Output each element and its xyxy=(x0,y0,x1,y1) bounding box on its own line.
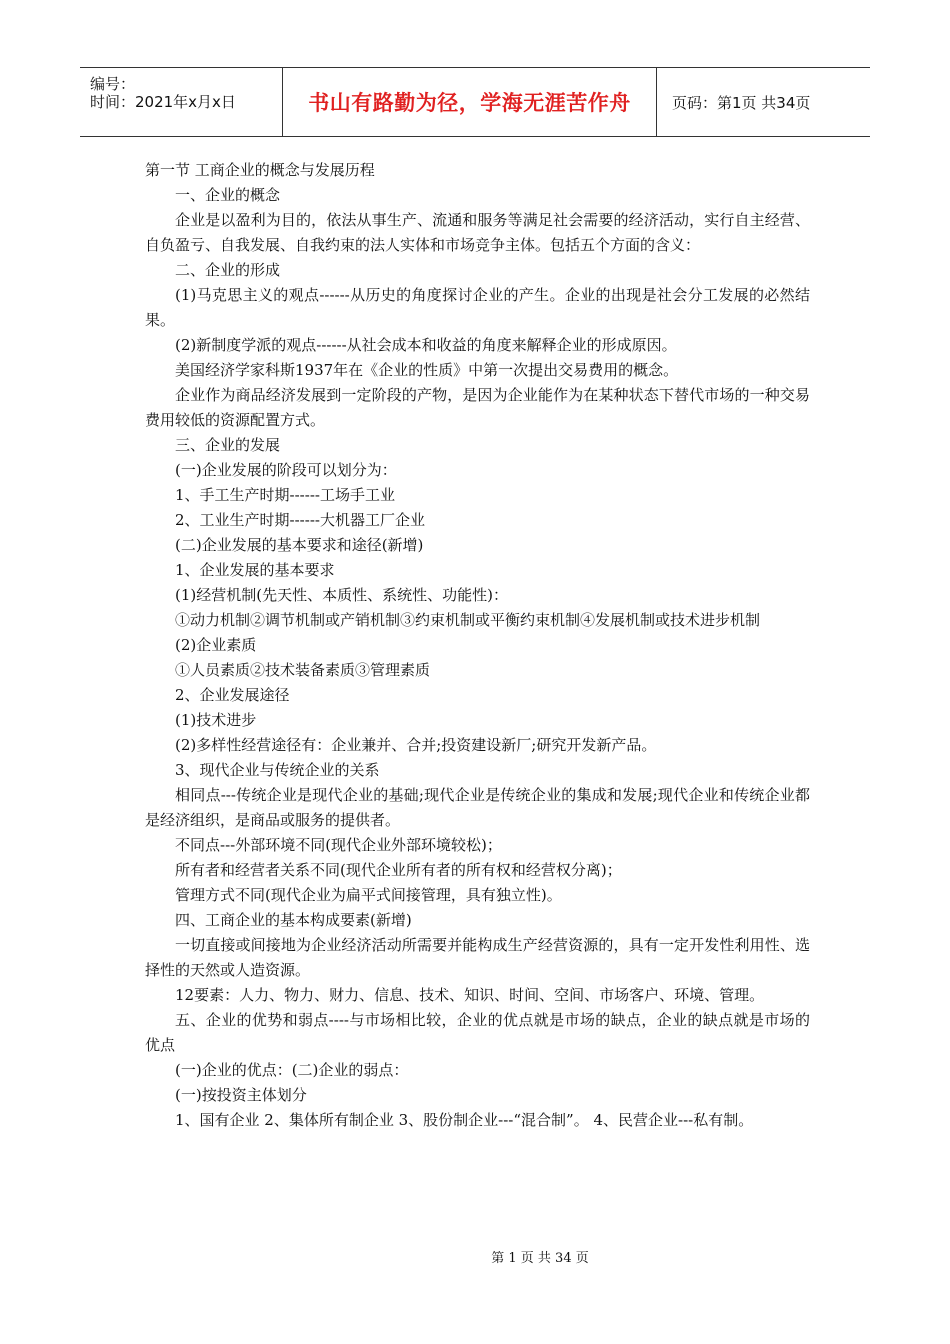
paragraph: 五、企业的优势和弱点----与市场相比较，企业的优点就是市场的缺点，企业的缺点就是市场的优点 xyxy=(145,1011,810,1054)
paragraph: 不同点---外部环境不同(现代企业外部环境较松)； xyxy=(175,836,502,854)
document-body xyxy=(145,158,810,1133)
paragraph: 1、国有企业 2、集体所有制企业 3、股份制企业---“混合制”。 4、民营企业---私有制。 xyxy=(175,1111,754,1129)
heading: 一、企业的概念 xyxy=(175,186,281,204)
section-title: 第一节 工商企业的概念与发展历程 xyxy=(145,161,375,179)
paragraph: (1)经营机制(先天性、本质性、系统性、功能性)： xyxy=(175,586,508,604)
footer-page-number: 第 1 页 共 34 页 xyxy=(491,1251,589,1266)
paragraph: 2、工业生产时期------大机器工厂企业 xyxy=(175,511,425,529)
paragraph: 12要素：人力、物力、财力、信息、技术、知识、时间、空间、市场客户、环境、管理。 xyxy=(175,986,765,1004)
paragraph: 美国经济学家科斯1937年在《企业的性质》中第一次提出交易费用的概念。 xyxy=(175,361,679,379)
header-date-label: 时间：2021年x月x日 xyxy=(90,93,236,111)
header-meta xyxy=(80,68,282,136)
page-footer xyxy=(0,1247,950,1266)
paragraph: 所有者和经营者关系不同(现代企业所有者的所有权和经营权分离)； xyxy=(175,861,622,879)
document-header xyxy=(80,67,870,137)
paragraph: (2)企业素质 xyxy=(175,636,257,654)
header-motto: 书山有路勤为径，学海无涯苦作舟 xyxy=(308,91,631,115)
paragraph: 相同点---传统企业是现代企业的基础;现代企业是传统企业的集成和发展;现代企业和传统企业都是经济组织，是商品或服务的提供者。 xyxy=(145,786,810,829)
paragraph: (一)企业的优点：(二)企业的弱点： xyxy=(175,1061,409,1079)
paragraph: (二)企业发展的基本要求和途径(新增) xyxy=(175,536,424,554)
header-divider xyxy=(656,68,657,136)
heading: 四、工商企业的基本构成要素(新增) xyxy=(175,911,412,929)
heading: 三、企业的发展 xyxy=(175,436,281,454)
paragraph: (一)企业发展的阶段可以划分为： xyxy=(175,461,397,479)
paragraph: (1)马克思主义的观点------从历史的角度探讨企业的产生。企业的出现是社会分工发展的必然结果。 xyxy=(145,286,810,329)
heading: 二、企业的形成 xyxy=(175,261,281,279)
paragraph: 2、企业发展途径 xyxy=(175,686,290,704)
paragraph: ①人员素质②技术装备素质③管理素质 xyxy=(175,661,431,679)
paragraph: 企业作为商品经济发展到一定阶段的产物，是因为企业能作为在某种状态下替代市场的一种交易费用较低的资源配置方式。 xyxy=(145,386,810,429)
paragraph: 1、企业发展的基本要求 xyxy=(175,561,335,579)
header-number-label: 编号： xyxy=(90,75,136,93)
header-page-info-text: 页码：第1页 共34页 xyxy=(672,93,811,112)
paragraph: 3、现代企业与传统企业的关系 xyxy=(175,761,380,779)
paragraph: (1)技术进步 xyxy=(175,711,257,729)
header-page-info xyxy=(664,68,870,136)
paragraph: ①动力机制②调节机制或产销机制③约束机制或平衡约束机制④发展机制或技术进步机制 xyxy=(175,611,761,629)
paragraph: 1、手工生产时期------工场手工业 xyxy=(175,486,395,504)
paragraph: (2)多样性经营途径有：企业兼并、合并;投资建设新厂;研究开发新产品。 xyxy=(175,736,657,754)
paragraph: 企业是以盈利为目的，依法从事生产、流通和服务等满足社会需要的经济活动，实行自主经营、自负盈亏、自我发展、自我约束的法人实体和市场竞争主体。包括五个方面的含义： xyxy=(145,211,810,254)
paragraph: (一)按投资主体划分 xyxy=(175,1086,307,1104)
paragraph: 一切直接或间接地为企业经济活动所需要并能构成生产经营资源的，具有一定开发性利用性、选择性的天然或人造资源。 xyxy=(145,936,810,979)
paragraph: (2)新制度学派的观点------从社会成本和收益的角度来解释企业的形成原因。 xyxy=(175,336,677,354)
paragraph: 管理方式不同(现代企业为扁平式间接管理，具有独立性)。 xyxy=(175,886,562,904)
